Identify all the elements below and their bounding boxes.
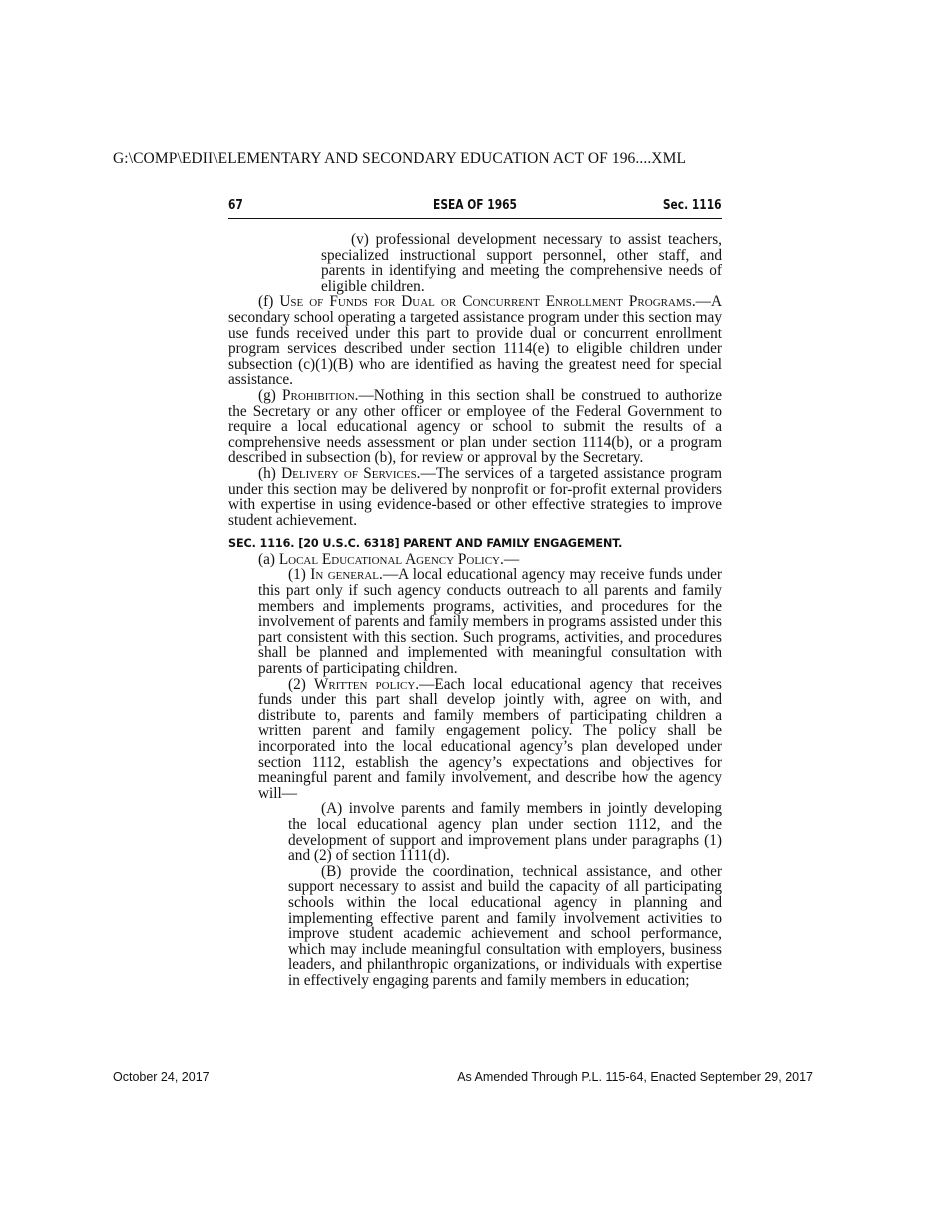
paragraph-a [228, 552, 722, 568]
running-head [228, 198, 722, 219]
paragraph-g-label: (g) [258, 386, 282, 404]
paragraph-a2 [258, 677, 722, 802]
paragraph-a-text: — [503, 550, 520, 568]
footer-date: October 24, 2017 [113, 1070, 210, 1084]
paragraph-a-heading: Local Educational Agency Policy. [278, 550, 504, 568]
document-body [228, 232, 722, 989]
paragraph-h-text: —The services of a targeted assistance program under this section may be delivered by nonprofit or for-profit external providers with expertise in using evidence-based or other effective strategies to improve student achievement. [228, 464, 723, 529]
paragraph-f [228, 294, 722, 388]
paragraph-v: (v) professional development necessary to assist teachers, specialized instructional support personnel, other staff, and parents in identifying and meeting the comprehensive needs of eligible children. [321, 231, 722, 295]
paragraph-a2-text: —Each local educational agency that receives funds under this part shall develop jointly with, agree on with, and distribute to, parents and family members of participating children a written parent and family engagement policy. The policy shall be incorporated into the local educational agency’s plan developed under section 1112, establish the agency’s expectations and objectives for meaningful parent and family involvement, and describe how the agency will— [258, 675, 722, 802]
file-path-header: G:\COMP\EDII\ELEMENTARY AND SECONDARY EDUCATION ACT OF 196....XML [113, 150, 687, 167]
paragraph-a-label: (a) [258, 550, 279, 568]
paragraph-a1-label: (1) [288, 566, 311, 584]
page-number: 67 [228, 198, 243, 213]
paragraph-g [228, 388, 722, 466]
paragraph-a1-heading: In general. [310, 566, 383, 584]
paragraph-a1-text: —A local educational agency may receive funds under this part only if such agency conducts outreach to all parents and family members and implements programs, activities, and procedures for the involvement of parents and family members in programs assisted under this part consistent with this section. Such programs, activities, and procedures shall be planned and implemented with meaningful consultation with parents of participating children. [258, 566, 722, 678]
paragraph-A: (A) involve parents and family members in jointly developing the local educational agency plan under section 1112, and the development of support and improvement plans under paragraphs (1) and (2) of section 1111(d). [288, 800, 722, 865]
paragraph-B: (B) provide the coordination, technical assistance, and other support necessary to assist and build the capacity of all participating schools within the local educational agency in planning and implementing effective parent and family involvement activities to improve student academic achievement and school performance, which may include meaningful consultation with employers, business leaders, and philanthropic organizations, or individuals with expertise in effectively engaging parents and family members in education; [288, 862, 722, 989]
paragraph-a2-heading: Written policy. [313, 675, 420, 693]
footer-amended: As Amended Through P.L. 115-64, Enacted September 29, 2017 [457, 1070, 813, 1084]
paragraph-f-label: (f) [258, 293, 280, 311]
paragraph-h-heading: Delivery of Services. [281, 464, 421, 482]
running-head-title: ESEA OF 1965 [433, 198, 517, 213]
paragraph-h [228, 466, 722, 528]
paragraph-f-text: —A secondary school operating a targeted assistance program under this section may use funds received under this part to provide dual or concurrent enrollment program services described under section 1114(e) to eligible children under subsection (c)(1)(B) who are identified as having the greatest need for special assistance. [228, 293, 723, 389]
paragraph-f-heading: Use of Funds for Dual or Concurrent Enrollment Programs. [279, 293, 696, 311]
paragraph-a1 [258, 567, 722, 676]
section-heading: SEC. 1116. [20 U.S.C. 6318] PARENT AND FAMILY ENGAGEMENT. [228, 537, 623, 551]
paragraph-g-text: —Nothing in this section shall be construed to authorize the Secretary or any other officer or employee of the Federal Government to require a local educational agency or school to submit the results of a comprehensive needs assessment or plan under section 1114(b), or a program described in subsection (b), for review or approval by the Secretary. [228, 386, 722, 467]
paragraph-g-heading: Prohibition. [281, 386, 359, 404]
paragraph-h-label: (h) [258, 464, 282, 482]
running-head-section: Sec. 1116 [663, 198, 722, 213]
paragraph-a2-label: (2) [288, 675, 314, 693]
